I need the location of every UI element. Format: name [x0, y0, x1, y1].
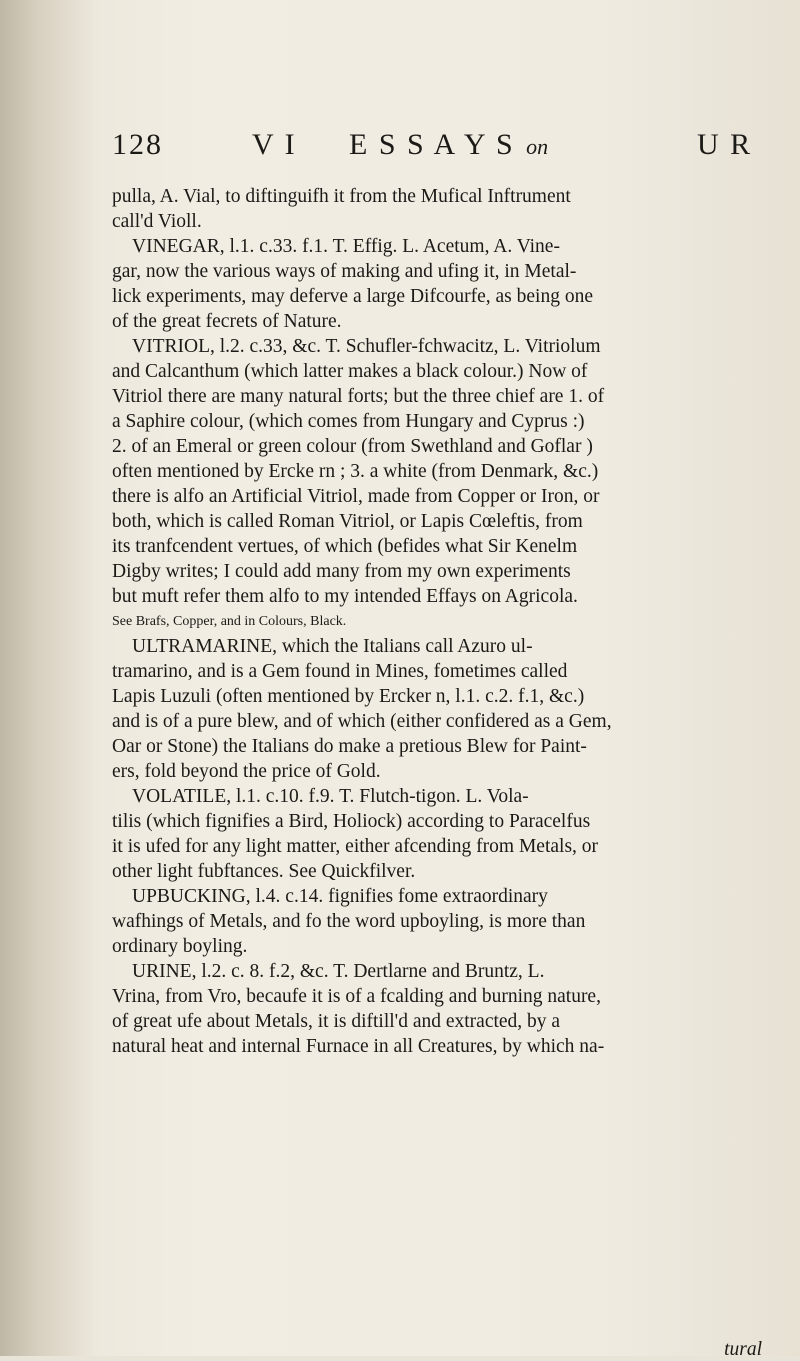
text-line: wafhings of Metals, and fo the word upboyling, is more than — [112, 911, 586, 932]
text-line: lick experiments, may deferve a large Difcourfe, as being one — [112, 286, 593, 307]
text-line: pulla, A. Vial, to diftinguifh it from the Mufical Inftrument — [112, 186, 571, 207]
entry-vitriol: VITRIOL, l.2. c.33, &c. T. Schufler-fchwacitz, L. Vitriolum — [132, 336, 601, 357]
text-line: Vrina, from Vro, becaufe it is of a fcalding and burning nature, — [112, 986, 601, 1007]
header-title-prefix: V I — [252, 128, 297, 161]
text-line: other light fubftances. See Quickfilver. — [112, 861, 416, 882]
entry-ultramarine: ULTRAMARINE, which the Italians call Azuro ul- — [132, 636, 533, 657]
entry-volatile: VOLATILE, l.1. c.10. f.9. T. Flutch-tigon. L. Vola- — [132, 786, 529, 807]
text-line: its tranfcendent vertues, of which (befides what Sir Kenelm — [112, 536, 578, 557]
text-line: and Calcanthum (which latter makes a black colour.) Now of — [112, 361, 588, 382]
text-line: Lapis Luzuli (often mentioned by Ercker n, l.1. c.2. f.1, &c.) — [112, 686, 585, 707]
text-line: of great ufe about Metals, it is diftill'd and extracted, by a — [112, 1011, 561, 1032]
text-line: Digby writes; I could add many from my own experiments — [112, 561, 571, 582]
running-header — [112, 128, 792, 174]
text-line: ers, fold beyond the price of Gold. — [112, 761, 381, 782]
text-line: tramarino, and is a Gem found in Mines, fometimes called — [112, 661, 568, 682]
text-line: 2. of an Emeral or green colour (from Swethland and Goflar ) — [112, 436, 593, 457]
entry-urine: URINE, l.2. c. 8. f.2, &c. T. Dertlarne and Bruntz, L. — [132, 961, 545, 982]
text-line: there is alfo an Artificial Vitriol, made from Copper or Iron, or — [112, 486, 600, 507]
text-line: it is ufed for any light matter, either afcending from Metals, or — [112, 836, 599, 857]
header-subject: U R — [697, 128, 753, 161]
entry-upbucking: UPBUCKING, l.4. c.14. fignifies fome extraordinary — [132, 886, 548, 907]
text-line: and is of a pure blew, and of which (either confidered as a Gem, — [112, 711, 612, 732]
entry-vinegar: VINEGAR, l.1. c.33. f.1. T. Effig. L. Acetum, A. Vine- — [132, 236, 560, 257]
text-line: natural heat and internal Furnace in all Creatures, by which na- — [112, 1036, 605, 1057]
text-line: but muft refer them alfo to my intended Effays on Agricola. — [112, 586, 578, 607]
book-binding-shadow — [0, 0, 92, 1356]
catchword: tural — [724, 1339, 762, 1360]
header-title-word: E S S A Y S — [349, 128, 515, 161]
text-line: Oar or Stone) the Italians do make a pretious Blew for Paint- — [112, 736, 587, 757]
text-line: call'd Violl. — [112, 211, 202, 232]
text-line: both, which is called Roman Vitriol, or Lapis Cœleftis, from — [112, 511, 583, 532]
text-line: of the great fecrets of Nature. — [112, 311, 342, 332]
text-line: Vitriol there are many natural forts; but the three chief are 1. of — [112, 386, 605, 407]
text-line: gar, now the various ways of making and ufing it, in Metal- — [112, 261, 577, 282]
text-line: ordinary boyling. — [112, 936, 248, 957]
text-line: often mentioned by Ercke rn ; 3. a white (from Denmark, &c.) — [112, 461, 599, 482]
text-line: tilis (which fignifies a Bird, Holiock) according to Paracelfus — [112, 811, 591, 832]
header-on: on — [526, 134, 549, 159]
text-line: a Saphire colour, (which comes from Hungary and Cyprus :) — [112, 411, 585, 432]
page-number: 128 — [112, 128, 163, 161]
header-title — [349, 128, 548, 162]
body-text — [112, 184, 780, 1059]
cross-reference: See Brafs, Copper, and in Colours, Black. — [112, 614, 347, 629]
